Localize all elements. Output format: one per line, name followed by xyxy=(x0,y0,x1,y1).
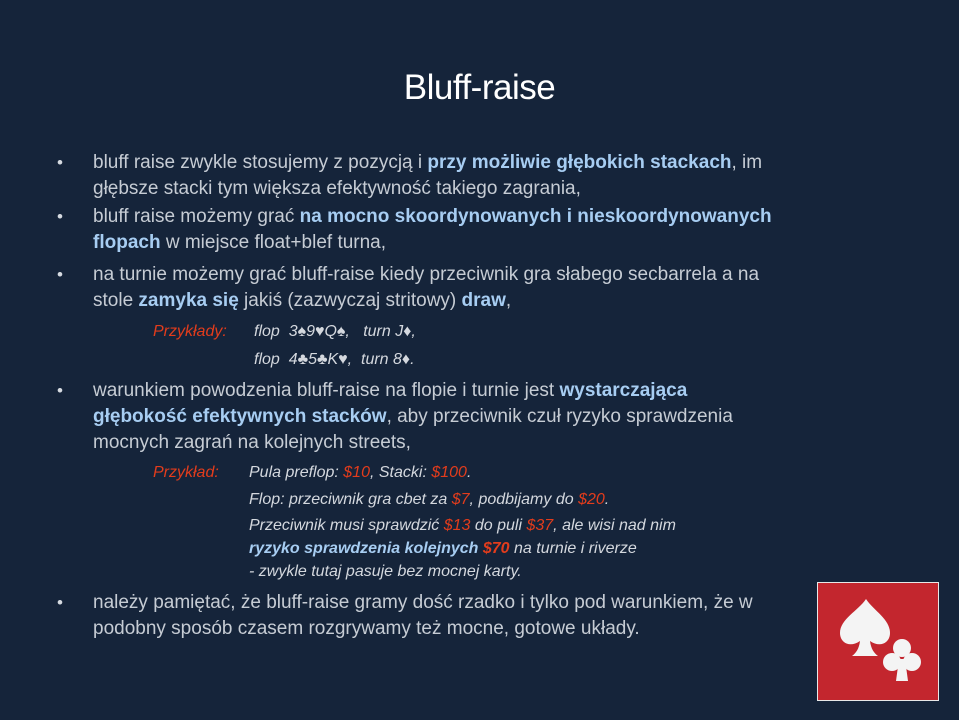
example-flop-1: flop 3♠9♥Q♠, turn J♦, xyxy=(254,323,416,340)
slide-title: Bluff-raise xyxy=(403,68,556,107)
example-line-5: - zwykle tutaj pasuje bez mocnej karty. xyxy=(249,563,522,580)
bullet-dot-icon: • xyxy=(57,593,63,612)
spade-club-logo xyxy=(817,582,939,701)
bullet-dot-icon: • xyxy=(57,265,63,284)
bullet-dot-icon: • xyxy=(57,381,63,400)
examples-label: Przykłady: xyxy=(153,323,227,340)
example-line-1: Pula preflop: $10, Stacki: $100. xyxy=(249,464,472,481)
example-line-2: Flop: przeciwnik gra cbet za $7, podbijamy do $20. xyxy=(249,491,610,508)
example-line-3: Przeciwnik musi sprawdzić $13 do puli $37, ale wisi nad nim xyxy=(249,517,676,534)
bullet-dot-icon: • xyxy=(57,207,63,226)
example-line-4: ryzyko sprawdzenia kolejnych $70 na turnie i riverze xyxy=(249,540,637,557)
bullet-5: • należy pamiętać, że bluff-raise gramy dość rzadko i tylko pod warunkiem, że w podobny sposób czasem rozgrywamy też mocne, gotowe układy. xyxy=(57,592,753,639)
spade-club-icon xyxy=(828,593,928,690)
bullet-3: • na turnie możemy grać bluff-raise kiedy przeciwnik gra słabego secbarrela a na stole zamyka się jakiś (zazwyczaj stritowy) draw, xyxy=(57,264,760,311)
bullet-dot-icon: • xyxy=(57,153,63,172)
bullet-2: • bluff raise możemy grać na mocno skoordynowanych i nieskoordynowanych flopach w miejsce float+blef turna, xyxy=(57,206,772,253)
bullet-4: • warunkiem powodzenia bluff-raise na flopie i turnie jest wystarczająca głębokość efektywnych stacków, aby przeciwnik czuł ryzyko sprawdzenia mocnych zagrań na kolejnych streets, xyxy=(57,380,733,453)
example-flop-2: flop 4♣5♣K♥, turn 8♦. xyxy=(254,351,415,368)
bullet-1: • bluff raise zwykle stosujemy z pozycją i przy możliwie głębokich stackach, im głębsze stacki tym większa efektywność takiego zagrania, xyxy=(57,152,763,199)
example-label: Przykład: xyxy=(153,464,219,481)
